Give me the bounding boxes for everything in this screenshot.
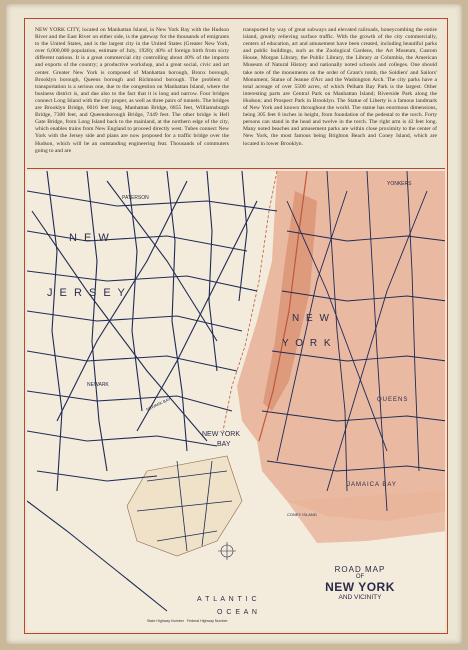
label-newark-bay: NEWARK BAY [145, 396, 172, 412]
map-canvas [27, 171, 445, 631]
label-yonkers: YONKERS [387, 181, 412, 187]
label-queens: QUEENS [377, 397, 409, 403]
label-atlantic: A T L A N T I C [197, 596, 258, 603]
map-title-block [305, 565, 415, 601]
description-text-box [27, 21, 445, 169]
map-title-line1: ROAD MAP [334, 565, 386, 574]
label-new-york-2: Y O R K [282, 338, 333, 349]
label-newark: NEWARK [87, 382, 109, 388]
description-left-column: NEW YORK CITY, located on Manhattan Island, in New York Bay with the Hudson River and the East River on either side, is the gateway for the thousands of emigrants to the United States, and is the largest city in the United States (Greater New York, over 6,000,000 population, estimate of July, 1928); 40% of foreign birth from sixty different nations. It is a great commercial city controlling about 40% of the imports and exports of the country; a productive workshop, and a great social, civic and art center. Greater New York is composed of Manhattan borough, Bronx borough, Brooklyn borough, Queens borough and Richmond borough. The problem of transportation is a serious one, due to the congestion on Manhattan Island, where the business district is, and due also to the fact that it is long and narrow. Four bridges connect Long Island with the city proper, as well as three pairs of tunnels. The bridges are Brooklyn Bridge, 6016 feet long, Manhattan Bridge, 6855 feet, Williamsburgh Bridge, 7308 feet, and Queensborough Bridge, 7449 feet. The other bridge is Hell Gate Bridge, from Long Island back to the mainland, at the northern edge of the city, which enables trains from New England to proceed directly west. Tubes connect New York with the Jersey side and plans are now proposed for a traffic bridge over the Hudson, which will be an outstanding engineering feat. Thousands of commuters going to and are [35, 27, 229, 154]
map-title-line2: OF [355, 574, 365, 580]
map-legend [147, 619, 228, 623]
map-title-line4: AND VICINITY [338, 594, 382, 601]
label-new-york-bay-2: BAY [217, 441, 231, 448]
label-new-york-bay-1: NEW YORK [202, 431, 240, 438]
legend-state-highway: State Highway Number [147, 619, 184, 623]
legend-federal-highway: Federal Highway Number [186, 619, 228, 623]
page-frame [24, 18, 448, 634]
label-paterson: PATERSON [122, 195, 149, 201]
description-right-column: transported by way of great subways and elevated railroads, honeycombing the entire island, greatly relieving surface traffic. With the growth of the city commercially, centers of education, art and amusement have been created, including beautiful parks and public buildings, such as the Zoological Gardens, the Art Museum, Custom House, Morgan Library, the Public Library, the Library at Columbia, the American Museum of Natural History and nationally noted schools and colleges. One should take note of the monuments on the order of Grant's tomb, the Soldiers' and Sailors' Monument, Statue of Jeanne d'Arc and the Washington Arch. The city parks have a total acreage of over 5500 acres, of which Pelham Bay Park is the largest. Other interesting parts are Central Park on Manhattan Island; Riverside Park along the Hudson; and Prospect Park in Brooklyn. The Statue of Liberty is a famous landmark of New York and known throughout the world. The statue has enormous dimensions, being 305 feet 6 inches in height, from foundation of the pedestal to the torch. Forty persons can stand in the head and twelve in the torch. The right arm is 42 feet long. Many noted beaches and amusement parks are within close proximity to the center of New York, the most famous being Brighton Beach and Coney Island, which are located in lower Brooklyn. [243, 27, 437, 147]
label-jamaica-bay: JAMAICA BAY [347, 482, 397, 488]
map-title-line3: NEW YORK [325, 580, 395, 594]
label-ocean: O C E A N [217, 609, 258, 616]
label-new-jersey-2: J E R S E Y [47, 287, 127, 299]
label-new-york-1: N E W [292, 313, 331, 324]
label-new-jersey-1: N E W [69, 232, 111, 244]
road-map[interactable] [27, 171, 445, 631]
atlas-page [6, 4, 462, 644]
label-coney-island: CONEY ISLAND [287, 512, 317, 517]
